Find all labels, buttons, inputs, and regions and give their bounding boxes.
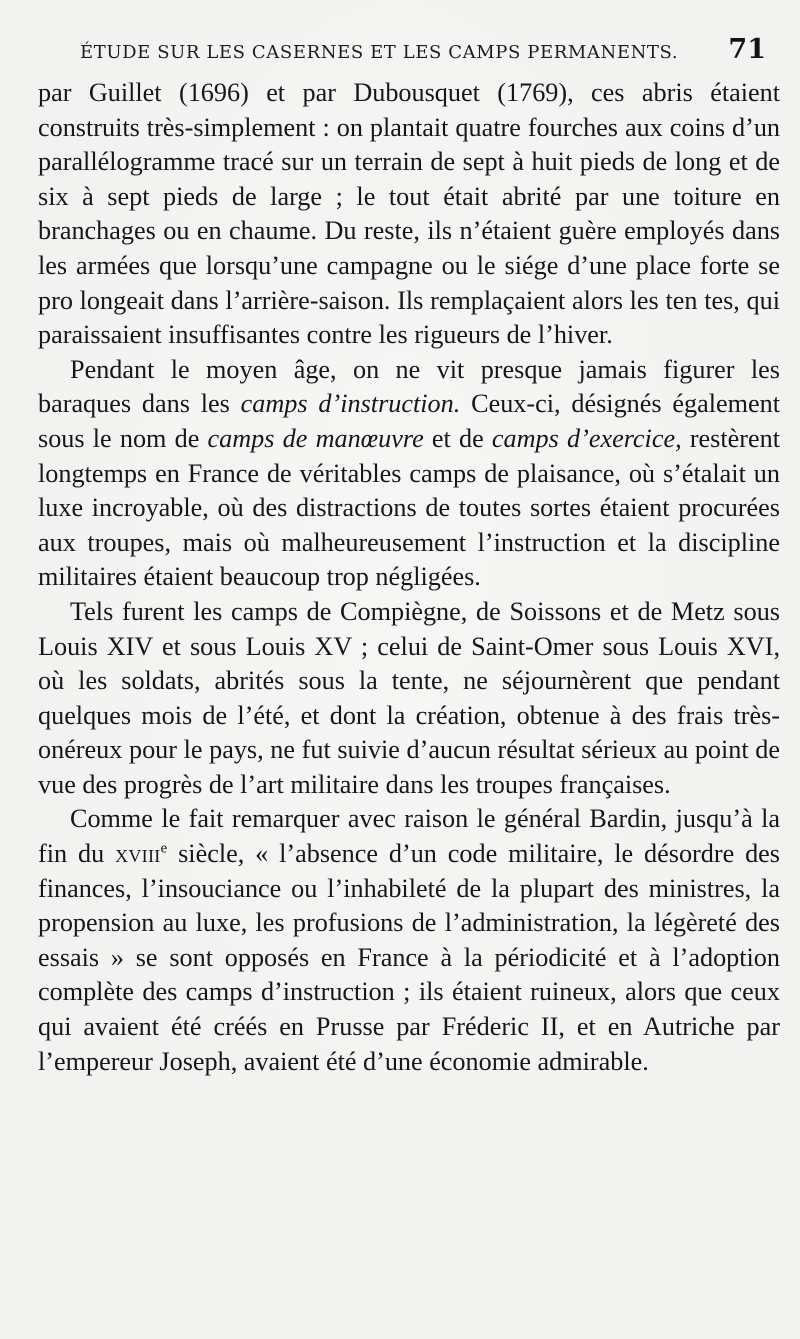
page-header (80, 34, 766, 74)
running-title: ÉTUDE SUR LES CASERNES ET LES CAMPS PERMANENTS. (80, 42, 679, 63)
paragraph-camps-louis (38, 595, 780, 803)
text-line: à huit pieds de long et de six à sept pieds de large ; le tout (38, 147, 780, 211)
paragraph-bardin (38, 802, 780, 1079)
italic-term: camps d’instruction. (240, 389, 461, 419)
text-line: était abrité par une toiture en branchages ou en chaume. (38, 181, 780, 246)
text-line: construits très-simplement : on plantait quatre fourches (38, 112, 625, 142)
text-line: lorsqu’une campagne ou le siége d’une place forte se pro (38, 250, 780, 315)
italic-term: camps de manœuvre (207, 423, 424, 453)
text-run: Tels furent les camps de Compiègne, de Soissons et de Metz sous Louis XIV et sous Louis XV ; celui de Saint-Omer sous Louis XVI, où les soldats, abrités sous la tente, ne séjournèrent que pendant quelques mois de l’été, et dont la création, obtenue à des frais très-onéreux pour le pays, ne fut suivie d’aucun résultat sérieux au point de vue des progrès de l’art militaire dans les troupes françaises. (38, 596, 780, 799)
century-numeral: xviii (115, 839, 161, 869)
italic-term: camps d’exercice, (491, 423, 682, 453)
text-run: et de (423, 423, 492, 453)
text-line: l’hiver. (537, 320, 613, 350)
text-line: aux coins d’un parallélogramme tracé sur un terrain de sept (38, 112, 781, 177)
paragraph-continued (38, 76, 780, 353)
text-run: siècle, « l’absence d’un code militaire, le désordre des finances, l’insouciance ou l’inhabileté de la plupart des ministres, la propension au luxe, les profusions de l’administration, la légèreté des essais » se sont opposés en France à la périodicité et à l’adoption complète des camps d’instruction ; ils étaient ruineux, alors que ceux qui avaient été créés en Prusse par Fréderic II, et en Autriche par l’empereur Joseph, avaient été d’une économie admirable. (38, 839, 780, 1076)
text-line: longeait dans l’arrière-saison. Ils remplaçaient alors les ten (79, 285, 698, 315)
text-run: Ceux-ci, désignés également sous le nom de (38, 389, 781, 453)
paragraph-moyen-age (38, 353, 780, 595)
text-line: Du reste, ils n’étaient guère employés dans les armées que (38, 216, 780, 280)
text-run: restèrent longtemps en France de véritables camps de plaisance, où s’étalait un luxe incroyable, où des distractions de toutes sortes étaient procurées aux troupes, mais où malheureusement l’instruction et la discipline militaires étaient beaucoup trop négligées. (38, 423, 780, 592)
body-text (38, 76, 780, 1079)
text-run: Pendant le moyen âge, on ne vit presque jamais figurer les baraques dans les (38, 354, 780, 419)
superscript: e (160, 840, 168, 857)
text-line: par Guillet (1696) et par Dubousquet (1769), ces abris étaient (38, 78, 780, 107)
text-run: Comme le fait remarquer avec raison le général Bardin, jusqu’à la fin du (38, 804, 780, 869)
text-line: tes, qui paraissaient insuffisantes contre les rigueurs de (38, 285, 781, 350)
page-number: 71 (728, 34, 766, 65)
